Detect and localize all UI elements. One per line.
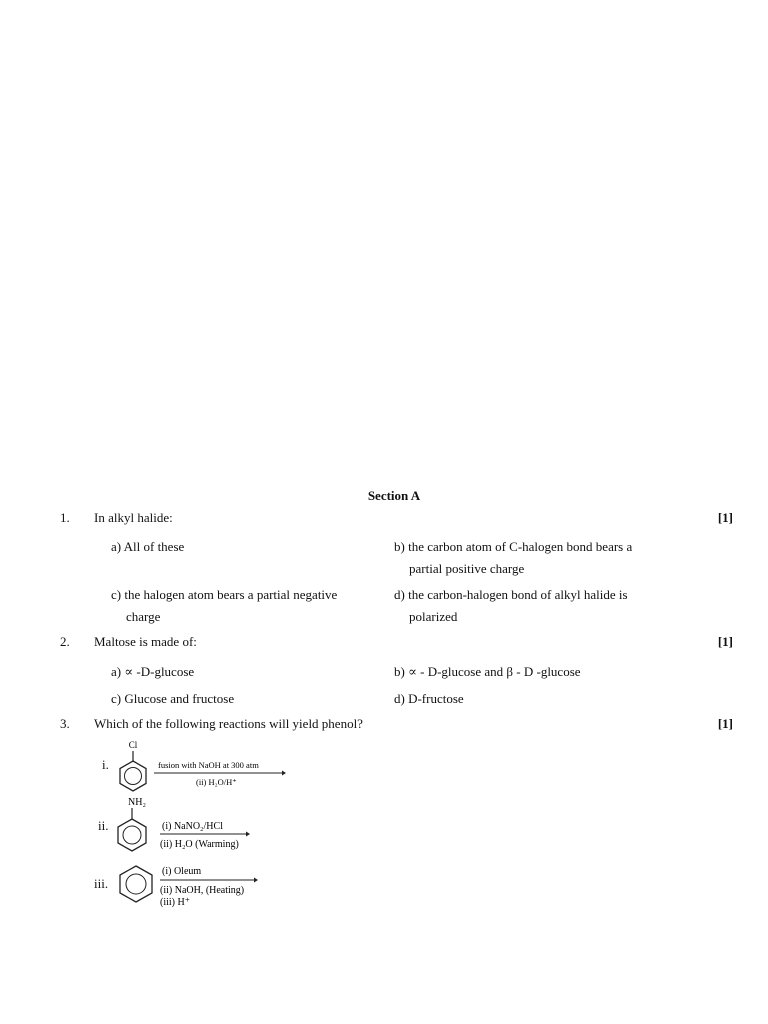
reaction-iii-diagram bbox=[112, 860, 272, 912]
reagent-below: (ii) H₂O (Warming) bbox=[160, 839, 239, 850]
reagent-above: (i) NaNO₂/HCl bbox=[162, 821, 223, 832]
question-number: 3. bbox=[60, 716, 70, 731]
benzene-ring-icon bbox=[120, 866, 152, 902]
option-d[interactable] bbox=[394, 584, 664, 628]
option-a[interactable] bbox=[111, 661, 371, 683]
reagent-above: fusion with NaOH at 300 atm bbox=[158, 760, 259, 770]
arrow-head bbox=[254, 878, 258, 883]
reagent-below: (ii) H₂O/H⁺ bbox=[196, 777, 237, 787]
option-text: b) ∝ - D-glucose and β - D -glucose bbox=[394, 664, 581, 679]
option-text: c) the halogen atom bears a partial negative bbox=[111, 587, 338, 602]
arrow-head bbox=[282, 771, 286, 776]
aromatic-circle bbox=[126, 874, 146, 894]
option-c[interactable] bbox=[111, 688, 371, 710]
benzene-ring-icon bbox=[120, 761, 146, 791]
chlorine-label: Cl bbox=[128, 740, 138, 750]
option-d[interactable] bbox=[394, 688, 664, 710]
aromatic-circle bbox=[125, 768, 142, 785]
section-title: Section A bbox=[367, 488, 421, 503]
arrow-head bbox=[246, 832, 250, 837]
question-marks: [1] bbox=[717, 510, 733, 525]
option-text: d) the carbon-halogen bond of alkyl halide is bbox=[394, 587, 628, 602]
option-text: a) All of these bbox=[111, 539, 185, 554]
reaction-numeral: ii. bbox=[98, 818, 109, 833]
benzene-ring-icon bbox=[118, 819, 146, 851]
reagent-below: (ii) NaOH, (Heating) bbox=[160, 885, 245, 896]
question-number: 1. bbox=[60, 510, 70, 525]
option-a[interactable] bbox=[111, 536, 371, 558]
question-marks: [1] bbox=[717, 634, 733, 649]
question-text: Maltose is made of: bbox=[94, 634, 197, 649]
option-text: c) Glucose and fructose bbox=[111, 691, 235, 706]
aromatic-circle bbox=[123, 826, 141, 844]
question-marks: [1] bbox=[717, 716, 733, 731]
reaction-numeral: i. bbox=[102, 757, 109, 772]
reaction-numeral: iii. bbox=[94, 876, 109, 891]
option-text-continued: partial positive charge bbox=[409, 561, 525, 576]
reaction-i-diagram bbox=[112, 738, 292, 798]
option-text: b) the carbon atom of C-halogen bond bears a bbox=[394, 539, 633, 554]
option-text-continued: charge bbox=[126, 609, 161, 624]
reagent-below-2: (iii) H⁺ bbox=[160, 897, 190, 908]
option-text: a) ∝ -D-glucose bbox=[111, 664, 195, 679]
reaction-ii-diagram bbox=[112, 794, 272, 860]
reagent-above: (i) Oleum bbox=[162, 866, 202, 877]
option-text-continued: polarized bbox=[409, 609, 458, 624]
question-text: In alkyl halide: bbox=[94, 510, 173, 525]
option-b[interactable] bbox=[394, 661, 664, 683]
option-c[interactable] bbox=[111, 584, 371, 628]
question-number: 2. bbox=[60, 634, 70, 649]
amino-label: NH₂ bbox=[128, 797, 146, 808]
question-text: Which of the following reactions will yield phenol? bbox=[94, 716, 363, 731]
option-b[interactable] bbox=[394, 536, 664, 580]
option-text: d) D-fructose bbox=[394, 691, 464, 706]
